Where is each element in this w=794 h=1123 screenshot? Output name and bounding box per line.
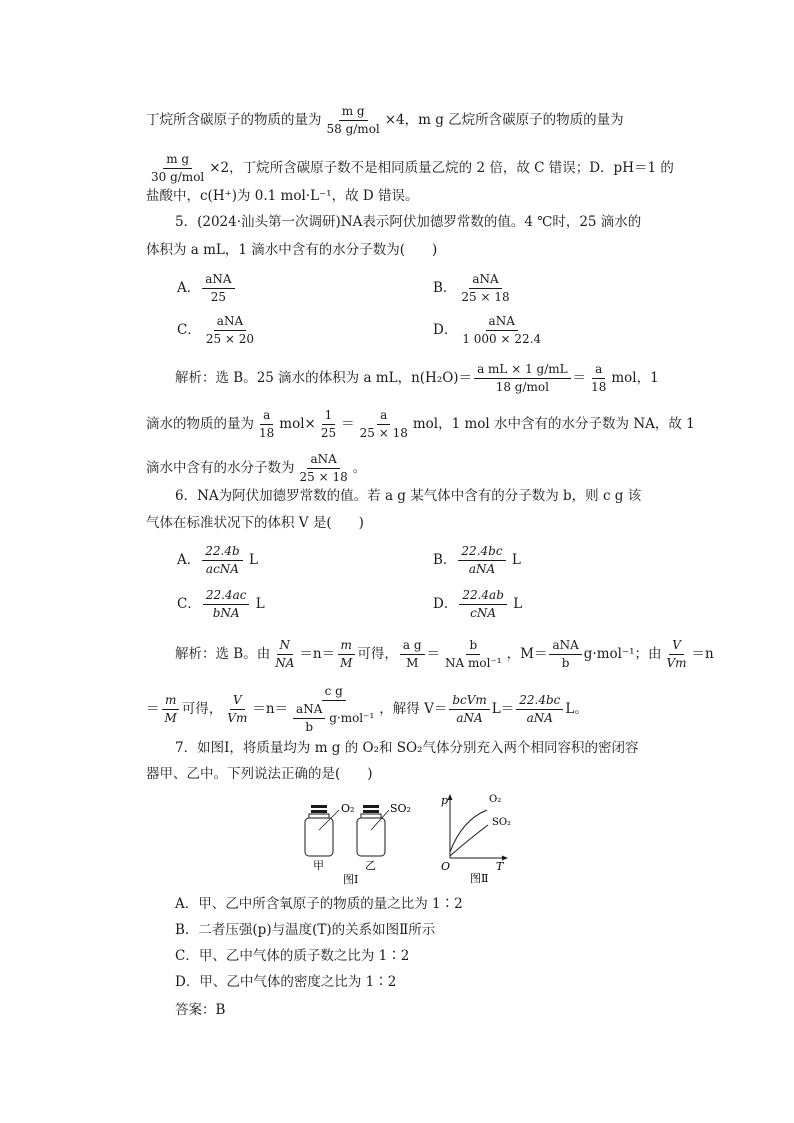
- numerator: a: [377, 408, 390, 425]
- q5-option-c: [177, 314, 259, 347]
- fraction: [549, 638, 581, 671]
- denominator: Vm: [666, 656, 687, 670]
- denominator: [290, 701, 377, 735]
- numerator: a: [592, 362, 605, 379]
- q5-option-a: [177, 272, 237, 305]
- denominator: NA mol⁻¹: [445, 656, 502, 670]
- denominator: 18 g/mol: [495, 380, 549, 394]
- fraction: [148, 152, 207, 185]
- q7-stem-line2: 器甲、乙中。下列说法正确的是( ): [146, 766, 373, 782]
- numerator: 1: [322, 408, 336, 425]
- q6-option-d: [433, 588, 522, 621]
- text: ＝: [341, 416, 355, 432]
- option-label: A．: [177, 280, 201, 296]
- text: mol，1: [611, 370, 659, 386]
- fraction: [256, 408, 277, 441]
- text: L。: [565, 701, 588, 717]
- numerator: aNA: [214, 314, 246, 331]
- numerator: bcVm: [449, 693, 489, 710]
- o2-curve: [450, 810, 487, 852]
- q5-analysis-line2: [146, 408, 695, 441]
- text: 解析：选 B。25 滴水的体积为 a mL，n(H₂O)＝: [175, 370, 473, 386]
- axis-p-label: p: [441, 794, 449, 807]
- fraction: [272, 638, 297, 671]
- option-label: D．: [433, 322, 458, 338]
- numerator: m g: [163, 152, 192, 169]
- text: ＝n＝: [299, 646, 336, 662]
- fraction: [664, 638, 690, 671]
- bottle-yi: [357, 805, 389, 856]
- text: 丁烷所含碳原子的物质的量为: [146, 112, 322, 128]
- fraction: [516, 693, 563, 726]
- figure-2-pt-graph: [432, 790, 522, 885]
- fraction: [449, 693, 489, 726]
- numerator: a g: [400, 638, 425, 655]
- fig1-yi-label: 乙: [365, 859, 376, 872]
- q7-option-c: C．甲、乙中气体的质子数之比为 1∶2: [175, 948, 410, 964]
- fraction: [357, 408, 411, 441]
- fraction: [588, 362, 609, 395]
- denominator: 1 000 × 22.4: [462, 332, 542, 346]
- q5-option-b: [433, 272, 515, 305]
- fraction: [202, 272, 234, 305]
- fraction: [224, 693, 250, 726]
- q7-option-d: D．甲、乙中气体的密度之比为 1∶2: [175, 974, 397, 990]
- numerator: aNA: [202, 272, 234, 289]
- text: ，解得 V＝: [379, 701, 448, 717]
- numerator: aNA: [549, 638, 581, 655]
- q7-option-b: B．二者压强(p)与温度(T)的关系如图Ⅱ所示: [175, 922, 436, 938]
- unit: g·mol⁻¹: [329, 711, 375, 725]
- denominator: bNA: [212, 606, 240, 620]
- numerator: c g: [322, 684, 346, 701]
- denominator: 25 × 20: [205, 332, 255, 346]
- denominator: b: [561, 656, 570, 670]
- numerator: m g: [339, 104, 368, 121]
- text: 可得，: [181, 701, 223, 717]
- q5-stem-line1: 5．(2024·汕头第一次调研)NA表示阿伏加德罗常数的值。4 ℃时，25 滴水的: [175, 214, 642, 230]
- fraction: [297, 452, 351, 485]
- fraction: [459, 588, 507, 621]
- y-axis-arrow: [448, 794, 453, 800]
- denominator: 25 × 18: [359, 426, 408, 440]
- q7-answer: 答案：B: [175, 1002, 226, 1018]
- option-label: D．: [433, 596, 458, 612]
- fraction: [293, 702, 325, 735]
- denominator: b: [305, 720, 314, 734]
- fraction: [337, 638, 355, 671]
- q5-option-d: [433, 314, 546, 347]
- q6-option-c: [177, 588, 265, 621]
- text: L＝: [491, 701, 515, 717]
- numerator: aNA: [486, 314, 518, 331]
- denominator: 18: [591, 380, 607, 394]
- denominator: M: [406, 656, 419, 670]
- denominator: aNA: [526, 711, 553, 725]
- text: mol，1 mol 水中含有的水分子数为 NA，故 1: [412, 416, 695, 432]
- fraction: [442, 638, 505, 671]
- fraction: [459, 314, 544, 347]
- fig2-caption: 图Ⅱ: [470, 872, 489, 885]
- numerator: aNA: [469, 272, 501, 289]
- denominator: acNA: [205, 562, 239, 576]
- text: 可得，: [357, 646, 398, 662]
- fig1-jia-label: 甲: [313, 859, 324, 872]
- q7-stem-line1: 7．如图Ⅰ，将质量均为 m g 的 O₂和 SO₂气体分别充入两个相同容积的密闭容: [175, 740, 639, 756]
- q7-option-a: A．甲、乙中所含氧原子的物质的量之比为 1∶2: [175, 896, 463, 912]
- denominator: aNA: [456, 711, 483, 725]
- text: ＝: [426, 646, 441, 662]
- numerator: 22.4ab: [459, 588, 507, 605]
- fraction: [318, 408, 339, 441]
- q6-option-b: [433, 544, 521, 577]
- denominator: 25: [320, 426, 337, 440]
- fig1-o2-label: O₂: [341, 802, 355, 815]
- fraction: [203, 314, 257, 347]
- numerator: aNA: [307, 452, 339, 469]
- denominator: 30 g/mol: [151, 170, 205, 184]
- unit: L: [255, 596, 265, 612]
- so2-curve: [450, 825, 488, 856]
- unit: L: [513, 596, 523, 612]
- fig1-so2-label: SO₂: [390, 802, 411, 815]
- numerator: aNA: [293, 702, 325, 719]
- q6-stem-line2: 气体在标准状况下的体积 V 是( ): [146, 515, 364, 531]
- fraction: [458, 544, 505, 577]
- q5-analysis-line3: [146, 452, 366, 485]
- q5-analysis-line1: [175, 362, 659, 395]
- unit: L: [511, 552, 521, 568]
- denominator: 25 × 18: [299, 470, 348, 484]
- denominator: 18: [259, 426, 275, 440]
- p1-line2: [146, 152, 674, 185]
- origin-label: O: [441, 860, 451, 873]
- bottle-jia: [305, 805, 339, 856]
- p1-line1: [146, 104, 624, 137]
- denominator: 58 g/mol: [326, 122, 380, 136]
- option-label: C．: [177, 322, 201, 338]
- denominator: 25 × 18: [461, 290, 510, 304]
- fig2-o2-label: O₂: [489, 794, 502, 805]
- numerator: 22.4bc: [458, 544, 505, 561]
- numerator: a: [260, 408, 273, 425]
- q6-option-a: [177, 544, 258, 577]
- q6-stem-line1: 6．NA为阿伏加德罗常数的值。若 a g 某气体中含有的分子数为 b，则 c g 该: [175, 488, 642, 504]
- fraction: [290, 684, 377, 735]
- option-label: B．: [433, 280, 457, 296]
- text: 滴水的物质的量为: [146, 416, 254, 432]
- denominator: M: [164, 711, 177, 725]
- text: 。: [352, 460, 367, 476]
- numerator: m: [162, 693, 179, 710]
- numerator: m: [338, 638, 355, 655]
- text: ，M＝: [506, 646, 548, 662]
- fraction: [203, 588, 250, 621]
- p1-line3: 盐酸中，c(H⁺)为 0.1 mol·L⁻¹，故 D 错误。: [146, 188, 419, 204]
- text: ＝n＝: [252, 701, 289, 717]
- fig1-caption: 图Ⅰ: [343, 873, 359, 885]
- numerator: N: [277, 638, 294, 655]
- denominator: 25: [210, 290, 227, 304]
- numerator: 22.4bc: [516, 693, 563, 710]
- fraction: [162, 693, 180, 726]
- figure-1-bottles: [295, 795, 425, 885]
- text: g·mol⁻¹；由: [583, 646, 662, 662]
- text: ×4，m g 乙烷所含碳原子的物质的量为: [384, 112, 624, 128]
- text: ＝n: [691, 646, 714, 662]
- fig2-so2-label: SO₂: [492, 817, 512, 828]
- fraction: [400, 638, 425, 671]
- denominator: aNA: [468, 562, 496, 576]
- denominator: cNA: [470, 606, 497, 620]
- option-label: C．: [177, 596, 201, 612]
- numerator: V: [230, 693, 245, 710]
- option-label: B．: [433, 552, 457, 568]
- text: ×2，丁烷所含碳原子数不是相同质量乙烷的 2 倍，故 C 错误；D．pH＝1 的: [209, 160, 674, 176]
- numerator: a mL × 1 g/mL: [474, 362, 571, 379]
- text: ＝: [572, 370, 587, 386]
- text: mol×: [279, 416, 316, 432]
- text: 解析：选 B。由: [175, 646, 271, 662]
- q6-analysis-line1: [175, 638, 714, 671]
- denominator: Vm: [227, 711, 248, 725]
- axis-t-label: T: [496, 860, 504, 873]
- text: 滴水中含有的水分子数为: [146, 460, 295, 476]
- numerator: b: [466, 638, 480, 655]
- denominator: M: [340, 656, 353, 670]
- q6-analysis-line2: [146, 684, 588, 735]
- numerator: 22.4b: [202, 544, 242, 561]
- q5-stem-line2: 体积为 a mL，1 滴水中含有的水分子数为( ): [146, 242, 438, 258]
- fraction: [474, 362, 571, 395]
- numerator: V: [669, 638, 684, 655]
- numerator: 22.4ac: [203, 588, 250, 605]
- fraction: [324, 104, 383, 137]
- text: ＝: [146, 701, 160, 717]
- denominator: NA: [275, 656, 295, 670]
- fraction: [458, 272, 512, 305]
- option-label: A．: [177, 552, 201, 568]
- unit: L: [248, 552, 258, 568]
- fraction: [202, 544, 242, 577]
